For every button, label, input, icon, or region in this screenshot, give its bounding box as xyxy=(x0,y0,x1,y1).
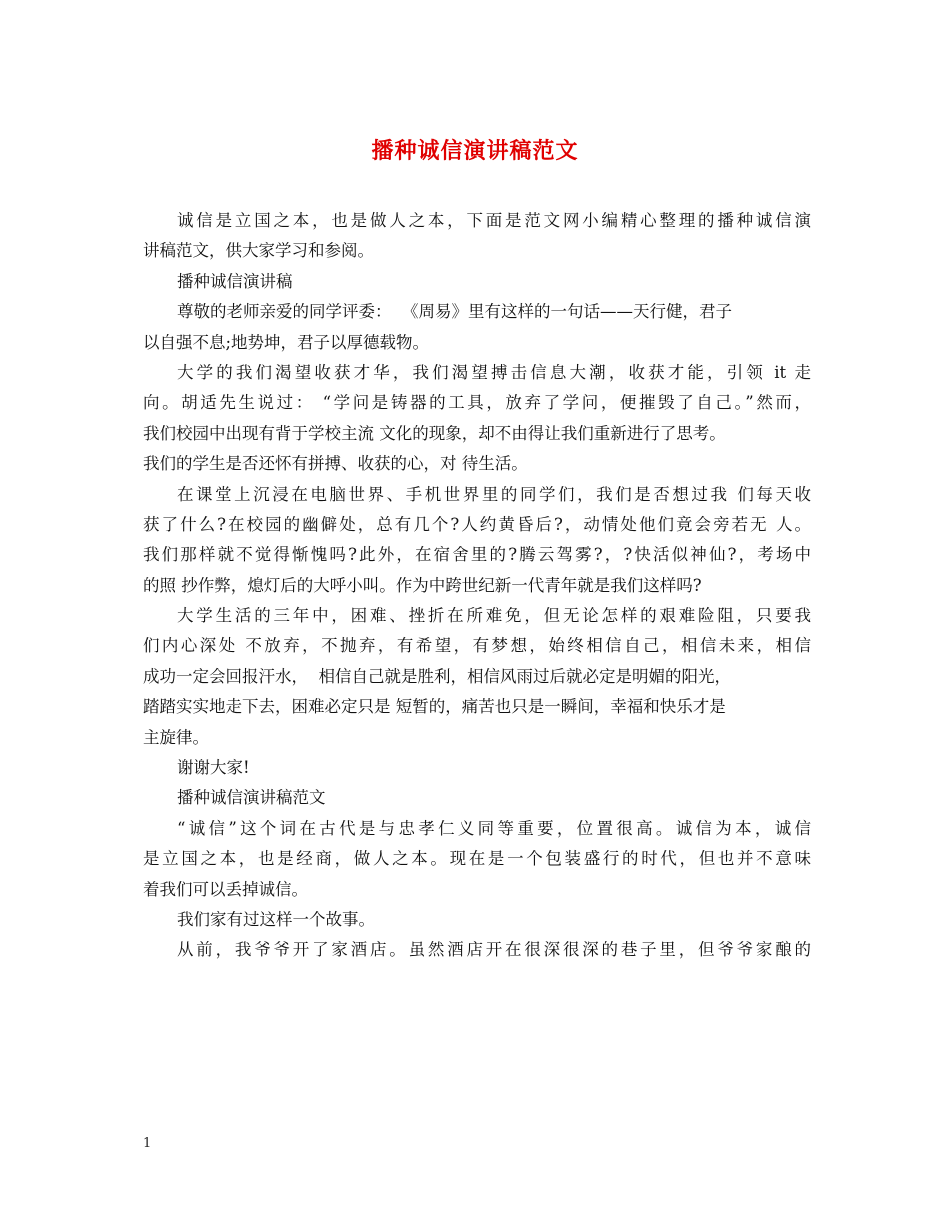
text-line: 播种诚信演讲稿 xyxy=(177,271,293,291)
text-line: 我们家有过这样一个故事。 xyxy=(177,909,375,929)
text-line: 播种诚信演讲稿范文 xyxy=(177,788,326,808)
text-line: 的照 抄作弊，熄灯后的大呼小叫。作为中跨世纪新一代青年就是我们这样吗? xyxy=(143,575,702,595)
text-line: 大学生活的三年中，困难、挫折在所难免，但无论怎样的艰难险阻，只要我 xyxy=(177,606,811,626)
text-line: 主旋律。 xyxy=(143,727,209,747)
text-line: 着我们可以丢掉诚信。 xyxy=(143,879,308,899)
text-line: 我们校园中出现有背于学校主流 文化的现象，却不由得让我们重新进行了思考。 xyxy=(143,423,726,443)
text-line: 从前，我爷爷开了家酒店。虽然酒店开在很深很深的巷子里，但爷爷家酿的 xyxy=(177,940,811,960)
text-line: 大学的我们渴望收获才华，我们渴望搏击信息大潮，收获才能，引领 it 走 xyxy=(177,362,811,382)
text-line: “诚信”这个词在古代是与忠孝仁义同等重要，位置很高。诚信为本，诚信 xyxy=(177,818,811,838)
text-line: 我们那样就不觉得惭愧吗?此外，在宿舍里的?腾云驾雾?，?快活似神仙?，考场中 xyxy=(143,545,811,565)
text-line: 成功一定会回报汗水， 相信自己就是胜利，相信风雨过后就必定是明媚的阳光， xyxy=(143,666,731,686)
text-line: 诚信是立国之本，也是做人之本，下面是范文网小编精心整理的播种诚信演 xyxy=(177,211,811,230)
document-title: 播种诚信演讲稿范文 xyxy=(371,138,579,164)
document-body xyxy=(143,206,811,966)
text-line: 我们的学生是否还怀有拼搏、收获的心，对 待生活。 xyxy=(143,454,528,474)
page-number: 1 xyxy=(143,1136,152,1151)
text-line: 们内心深处 不放弃，不抛弃，有希望，有梦想，始终相信自己，相信未来，相信 xyxy=(143,636,811,656)
text-line: 踏踏实实地走下去，困难必定只是 短暂的，痛苦也只是一瞬间，幸福和快乐才是 xyxy=(143,697,726,717)
text-line: 获了什么?在校园的幽僻处，总有几个?人约黄昏后?，动情处他们竟会旁若无 人。 xyxy=(143,514,811,534)
text-line: 是立国之本，也是经商，做人之本。现在是一个包装盛行的时代，但也并不意味 xyxy=(143,849,811,869)
text-line: 讲稿范文，供大家学习和参阅。 xyxy=(143,241,374,261)
text-line: 以自强不息;地势坤，君子以厚德载物。 xyxy=(143,332,430,352)
text-line: 谢谢大家! xyxy=(177,758,250,778)
text-line: 尊敬的老师亲爱的同学评委： 《周易》里有这样的一句话——天行健，君子 xyxy=(177,302,732,322)
text-line: 在课堂上沉浸在电脑世界、手机世界里的同学们，我们是否想过我 们每天收 xyxy=(177,484,811,504)
text-line: 向。胡适先生说过： “学问是铸器的工具，放弃了学问，便摧毁了自己。”然而， xyxy=(143,393,811,413)
